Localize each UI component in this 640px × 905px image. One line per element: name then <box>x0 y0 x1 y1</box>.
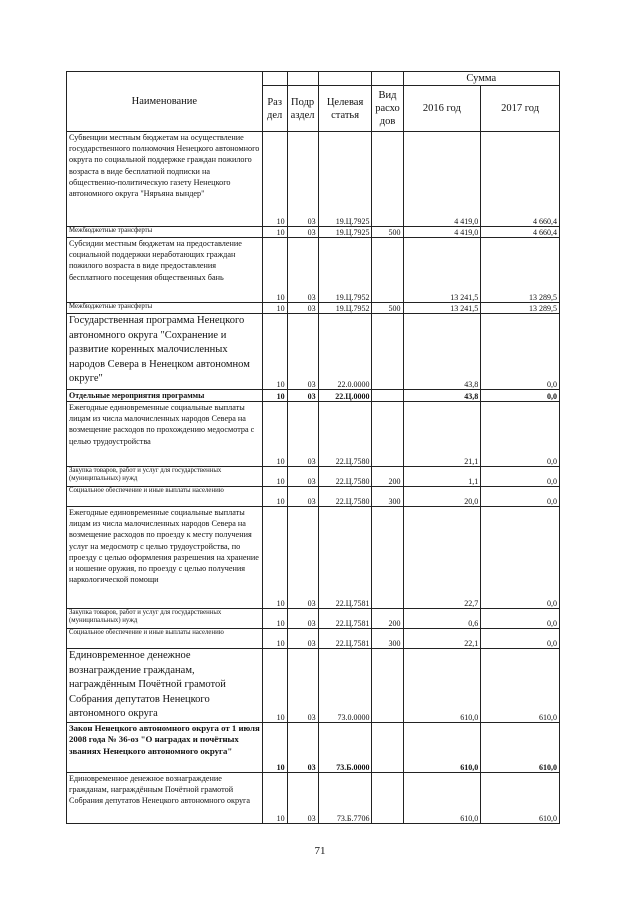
row-razdel: 10 <box>262 132 287 227</box>
row-name: Социальное обеспечение и иные выплаты населению <box>67 629 263 649</box>
row-razdel: 10 <box>262 507 287 609</box>
table-row <box>67 227 560 238</box>
row-2016: 610,0 <box>403 772 481 823</box>
row-podrazdel: 03 <box>287 722 318 772</box>
row-celevaya: 73.Б.7706 <box>318 772 372 823</box>
table-row <box>67 402 560 467</box>
header-blank-celevaya <box>318 72 372 86</box>
row-podrazdel: 03 <box>287 772 318 823</box>
row-vid: 200 <box>372 467 403 487</box>
row-2016: 20,0 <box>403 487 481 507</box>
table-body <box>67 132 560 824</box>
row-2017: 610,0 <box>481 772 560 823</box>
row-2017: 0,0 <box>481 629 560 649</box>
row-celevaya: 22.Ц.7581 <box>318 629 372 649</box>
row-razdel: 10 <box>262 314 287 390</box>
table-row <box>67 390 560 402</box>
row-vid <box>372 132 403 227</box>
row-razdel: 10 <box>262 227 287 238</box>
table-row <box>67 132 560 227</box>
row-celevaya: 19.Ц.7925 <box>318 132 372 227</box>
row-razdel: 10 <box>262 467 287 487</box>
table-row <box>67 772 560 823</box>
header-2017: 2017 год <box>481 86 560 132</box>
row-vid: 200 <box>372 609 403 629</box>
row-celevaya: 22.Ц.7581 <box>318 507 372 609</box>
row-2016: 1,1 <box>403 467 481 487</box>
row-podrazdel: 03 <box>287 487 318 507</box>
row-vid: 500 <box>372 227 403 238</box>
header-row-top <box>67 72 560 86</box>
row-vid <box>372 722 403 772</box>
header-blank-razdel <box>262 72 287 86</box>
row-razdel: 10 <box>262 487 287 507</box>
table-row <box>67 238 560 303</box>
header-podrazdel: Подр аздел <box>287 86 318 132</box>
row-name: Субсидии местным бюджетам на предоставление социальной поддержки неработающих граждан пожилого возраста в виде предоставления бесплатного посещения общественных бань <box>67 238 263 303</box>
row-celevaya: 19.Ц.7952 <box>318 238 372 303</box>
header-celevaya: Целевая статья <box>318 86 372 132</box>
row-razdel: 10 <box>262 303 287 314</box>
table-row <box>67 303 560 314</box>
row-podrazdel: 03 <box>287 238 318 303</box>
row-razdel: 10 <box>262 772 287 823</box>
header-razdel: Раз дел <box>262 86 287 132</box>
header-vid: Вид расхо дов <box>372 86 403 132</box>
row-vid <box>372 507 403 609</box>
row-vid <box>372 402 403 467</box>
row-2017: 13 289,5 <box>481 303 560 314</box>
row-name: Единовременное денежное вознаграждение гражданам, награждённым Почётной грамотой Собрания депутатов Ненецкого автономного округа <box>67 772 263 823</box>
row-name: Закон Ненецкого автономного округа от 1 июля 2008 года № 36-оз "О наградах и почётных званиях Ненецкого автономного округа" <box>67 722 263 772</box>
row-vid: 500 <box>372 303 403 314</box>
row-celevaya: 22.Ц.0000 <box>318 390 372 402</box>
row-vid <box>372 772 403 823</box>
table-row <box>67 629 560 649</box>
header-blank-podrazdel <box>287 72 318 86</box>
row-name: Государственная программа Ненецкого автономного округа "Сохранение и развитие коренных малочисленных народов Севера в Ненецком автономном округе" <box>67 314 263 390</box>
row-podrazdel: 03 <box>287 390 318 402</box>
page-number: 71 <box>314 845 326 857</box>
row-2017: 0,0 <box>481 402 560 467</box>
row-2016: 0,6 <box>403 609 481 629</box>
table-row <box>67 649 560 723</box>
row-podrazdel: 03 <box>287 132 318 227</box>
row-vid: 300 <box>372 487 403 507</box>
row-2016: 610,0 <box>403 649 481 723</box>
row-podrazdel: 03 <box>287 227 318 238</box>
row-celevaya: 73.0.0000 <box>318 649 372 723</box>
row-name: Закупка товаров, работ и услуг для государственных (муниципальных) нужд <box>67 467 263 487</box>
row-celevaya: 22.Ц.7580 <box>318 467 372 487</box>
row-2016: 4 419,0 <box>403 132 481 227</box>
row-podrazdel: 03 <box>287 629 318 649</box>
row-razdel: 10 <box>262 722 287 772</box>
row-2017: 4 660,4 <box>481 132 560 227</box>
row-razdel: 10 <box>262 649 287 723</box>
table-row <box>67 507 560 609</box>
row-2016: 43,8 <box>403 314 481 390</box>
row-celevaya: 22.0.0000 <box>318 314 372 390</box>
row-2017: 0,0 <box>481 609 560 629</box>
row-name: Социальное обеспечение и иные выплаты населению <box>67 487 263 507</box>
row-name: Единовременное денежное вознаграждение гражданам, награждённым Почётной грамотой Собрания депутатов Ненецкого автономного округа <box>67 649 263 723</box>
row-celevaya: 22.Ц.7580 <box>318 487 372 507</box>
row-name: Межбюджетные трансферты <box>67 303 263 314</box>
row-razdel: 10 <box>262 629 287 649</box>
row-vid <box>372 238 403 303</box>
row-name: Межбюджетные трансферты <box>67 227 263 238</box>
row-podrazdel: 03 <box>287 303 318 314</box>
row-celevaya: 73.Б.0000 <box>318 722 372 772</box>
row-razdel: 10 <box>262 609 287 629</box>
table-row <box>67 314 560 390</box>
row-podrazdel: 03 <box>287 402 318 467</box>
row-name: Субвенции местным бюджетам на осуществление государственного полномочия Ненецкого автономного округа по социальной поддержке граждан пожилого возраста в виде бесплатной подписки на общественно-политическую газету Ненецкого автономного округа "Няръяна вындер" <box>67 132 263 227</box>
row-vid <box>372 314 403 390</box>
header-blank-vid <box>372 72 403 86</box>
row-vid <box>372 649 403 723</box>
row-name: Закупка товаров, работ и услуг для государственных (муниципальных) нужд <box>67 609 263 629</box>
row-2017: 0,0 <box>481 487 560 507</box>
row-2017: 4 660,4 <box>481 227 560 238</box>
row-podrazdel: 03 <box>287 609 318 629</box>
row-razdel: 10 <box>262 402 287 467</box>
row-2017: 0,0 <box>481 390 560 402</box>
row-name: Отдельные мероприятия программы <box>67 390 263 402</box>
row-2016: 610,0 <box>403 722 481 772</box>
row-celevaya: 22.Ц.7581 <box>318 609 372 629</box>
table-row <box>67 467 560 487</box>
row-2016: 22,7 <box>403 507 481 609</box>
table-row <box>67 722 560 772</box>
row-2017: 610,0 <box>481 722 560 772</box>
table-row <box>67 609 560 629</box>
row-2016: 13 241,5 <box>403 238 481 303</box>
row-razdel: 10 <box>262 238 287 303</box>
table-row <box>67 487 560 507</box>
row-celevaya: 19.Ц.7952 <box>318 303 372 314</box>
row-podrazdel: 03 <box>287 507 318 609</box>
row-2017: 0,0 <box>481 467 560 487</box>
row-podrazdel: 03 <box>287 649 318 723</box>
row-2016: 21,1 <box>403 402 481 467</box>
row-podrazdel: 03 <box>287 467 318 487</box>
row-celevaya: 19.Ц.7925 <box>318 227 372 238</box>
row-2017: 0,0 <box>481 314 560 390</box>
budget-table <box>66 71 560 824</box>
header-name: Наименование <box>67 72 263 132</box>
row-2017: 0,0 <box>481 507 560 609</box>
row-vid: 300 <box>372 629 403 649</box>
row-vid <box>372 390 403 402</box>
header-2016: 2016 год <box>403 86 481 132</box>
row-2016: 13 241,5 <box>403 303 481 314</box>
row-name: Ежегодные единовременные социальные выплаты лицам из числа малочисленных народов Севера на возмещение расходов по проезду к месту получения услуг на медосмотр с целью трудоустройства, по проезду с целью оформления разрешения на хранение и ношение оружия, по проезду с целью получения наркологической помощи <box>67 507 263 609</box>
row-2017: 13 289,5 <box>481 238 560 303</box>
row-2016: 43,8 <box>403 390 481 402</box>
row-razdel: 10 <box>262 390 287 402</box>
row-2017: 610,0 <box>481 649 560 723</box>
header-summa: Сумма <box>403 72 559 86</box>
row-podrazdel: 03 <box>287 314 318 390</box>
row-2016: 22,1 <box>403 629 481 649</box>
row-celevaya: 22.Ц.7580 <box>318 402 372 467</box>
row-2016: 4 419,0 <box>403 227 481 238</box>
row-name: Ежегодные единовременные социальные выплаты лицам из числа малочисленных народов Севера на возмещение расходов по прохождению медосмотра с целью трудоустройства <box>67 402 263 467</box>
